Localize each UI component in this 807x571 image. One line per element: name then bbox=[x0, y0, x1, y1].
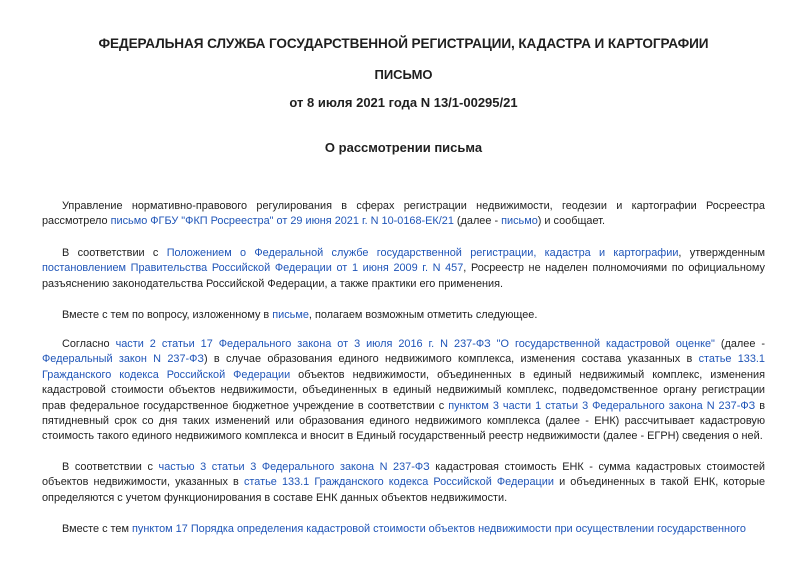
link-civil-code-133-1[interactable]: статье 133.1 Гражданского кодекса Российской Федерации bbox=[42, 353, 765, 381]
paragraph-4 bbox=[42, 337, 765, 445]
paragraph-text: В соответствии с bbox=[62, 461, 159, 473]
paragraph-6 bbox=[42, 522, 765, 537]
link-law-237-article-17[interactable]: части 2 статьи 17 Федерального закона от 3 июля 2016 г. N 237-ФЗ "О государственной кадастровой оценке" bbox=[115, 338, 715, 350]
paragraph-2 bbox=[42, 246, 765, 292]
paragraph-text: в пятидневный срок со дня таких изменений или образования единого недвижимого комплекса (далее - ЕНК) рассчитывает кадастровую стоимость такого единого недвижимого комплекса и вносит в Единый государственный реестр недвижимости (далее - ЕГРН) сведения о ней. bbox=[42, 399, 766, 443]
paragraph-5 bbox=[42, 460, 765, 506]
link-government-decree-457[interactable]: постановлением Правительства Российской Федерации от 1 июня 2009 г. N 457 bbox=[42, 262, 464, 275]
document-type: ПИСЬМО bbox=[374, 67, 433, 82]
document-subject: О рассмотрении письма bbox=[324, 140, 483, 155]
paragraph-text: объектов недвижимости, объединенных в единый недвижимый комплекс, изменения кадастровой стоимости объектов недвижимости, объединенных в единый недвижимый комплекс, подведомственное органу регистрации прав федеральное государственное бюджетное учреждение в соответствии с bbox=[42, 368, 765, 412]
paragraph-text: Согласно bbox=[62, 338, 116, 350]
paragraph-text: ) в случае образования единого недвижимого комплекса, изменения состава указанных в bbox=[204, 353, 699, 366]
paragraph-text: Вместе с тем по вопросу, изложенному в bbox=[62, 309, 273, 321]
link-cadastral-valuation-procedure[interactable]: пунктом 17 Порядка определения кадастровой стоимости объектов недвижимости при осуществлении государственного bbox=[132, 523, 746, 535]
paragraph-text: (далее - bbox=[714, 338, 765, 350]
paragraph-text: Вместе с тем bbox=[62, 523, 132, 535]
paragraph-3 bbox=[42, 308, 765, 323]
link-law-237-article-3-part-3[interactable]: частью 3 статьи 3 Федерального закона N 237-ФЗ bbox=[158, 461, 430, 473]
paragraph-text: , утвержденным bbox=[678, 247, 765, 259]
paragraph-text: Управление нормативно-правового регулирования в сферах регистрации недвижимости, геодезии и картографии Росреестра рассмотрело bbox=[42, 200, 765, 228]
link-law-237-article-3-point-3[interactable]: пунктом 3 части 1 статьи 3 Федерального закона N 237-ФЗ bbox=[448, 399, 756, 412]
paragraph-text: В соответствии с bbox=[62, 247, 167, 259]
paragraph-text: и объединенных в такой ЕНК, которые определяются с учетом функционирования в составе ЕНК данных объектов недвижимости. bbox=[42, 476, 765, 504]
paragraph-text: , полагаем возможным отметить следующее. bbox=[308, 309, 538, 321]
paragraph-text: (далее - bbox=[453, 215, 502, 228]
link-letter-reference[interactable]: письме bbox=[272, 309, 309, 321]
link-fkp-letter[interactable]: письмо ФГБУ "ФКП Росреестра" от 29 июня 2021 г. N 10-0168-ЕК/21 bbox=[110, 215, 454, 228]
paragraph-text: ) и сообщает. bbox=[537, 215, 605, 228]
link-law-237[interactable]: Федеральный закон N 237-ФЗ bbox=[42, 353, 204, 366]
paragraph-1 bbox=[42, 199, 765, 230]
link-civil-code-133-1-second[interactable]: статье 133.1 Гражданского кодекса Российской Федерации bbox=[243, 476, 554, 489]
agency-title: ФЕДЕРАЛЬНАЯ СЛУЖБА ГОСУДАРСТВЕННОЙ РЕГИСТРАЦИИ, КАДАСТРА И КАРТОГРАФИИ bbox=[98, 36, 709, 51]
paragraph-text: , Росреестр не наделен полномочиями по официальному разъяснению законодательства Российской Федерации, а также практики его применения. bbox=[42, 262, 765, 290]
link-rosreestr-regulation[interactable]: Положением о Федеральной службе государственной регистрации, кадастра и картографии bbox=[166, 247, 679, 259]
link-letter[interactable]: письмо bbox=[501, 215, 538, 228]
paragraph-text: кадастровая стоимость ЕНК - сумма кадастровых стоимостей объектов недвижимости, указанных в bbox=[42, 461, 765, 489]
document-date-number: от 8 июля 2021 года N 13/1-00295/21 bbox=[289, 95, 518, 110]
